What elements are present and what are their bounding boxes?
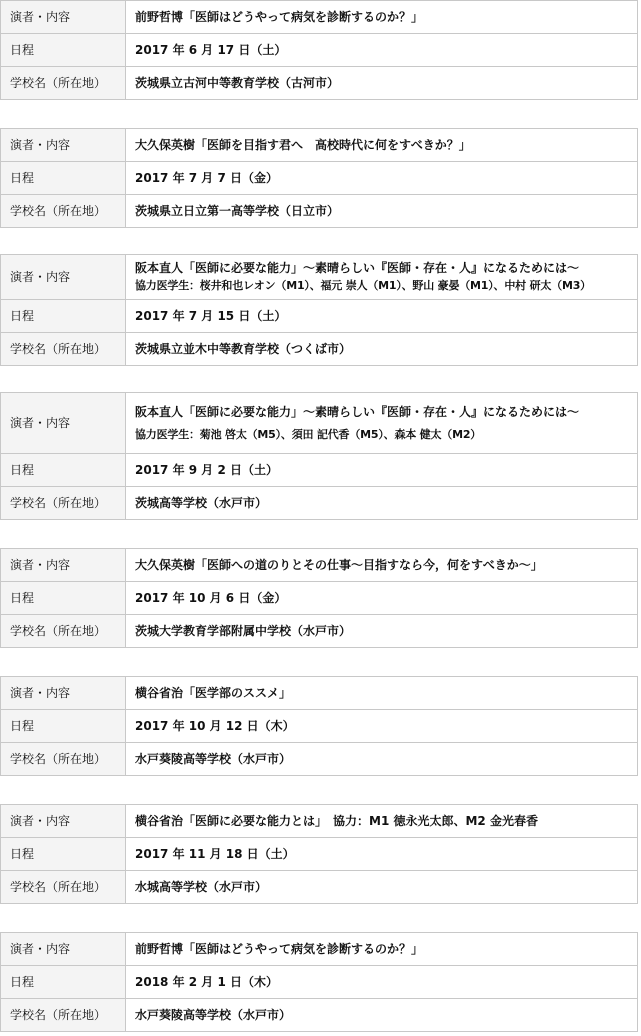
event-table xyxy=(0,548,638,648)
performer-value xyxy=(126,393,638,454)
date-row xyxy=(1,966,638,999)
school-label: 学校名（所在地） xyxy=(1,333,126,366)
date-value: 2017 年 10 月 6 日（金） xyxy=(126,582,638,615)
performer-row xyxy=(1,933,638,966)
date-label: 日程 xyxy=(1,966,126,999)
school-value: 茨城大学教育学部附属中学校（水戸市） xyxy=(126,615,638,648)
date-label: 日程 xyxy=(1,162,126,195)
date-row xyxy=(1,838,638,871)
date-label: 日程 xyxy=(1,300,126,333)
performer-text: 大久保英樹「医師を目指す君へ 高校時代に何をすべきか？」 xyxy=(135,138,471,152)
performer-helpers: 協力医学生：桜井和也レオン（M1）、福元 崇人（M1）、野山 豪晏（M1）、中村 研太（M3） xyxy=(135,279,591,292)
school-label: 学校名（所在地） xyxy=(1,487,126,520)
school-value: 茨城県立古河中等教育学校（古河市） xyxy=(126,67,638,100)
performer-row xyxy=(1,1,638,34)
school-value: 水城高等学校（水戸市） xyxy=(126,871,638,904)
school-row xyxy=(1,333,638,366)
school-value: 水戸葵陵高等学校（水戸市） xyxy=(126,999,638,1032)
school-label: 学校名（所在地） xyxy=(1,615,126,648)
performer-label: 演者・内容 xyxy=(1,1,126,34)
event-table xyxy=(0,804,638,904)
school-row xyxy=(1,67,638,100)
date-row xyxy=(1,300,638,333)
performer-text: 横谷省治「医師に必要な能力とは」 協力：M1 徳永光太郎、M2 金光春香 xyxy=(135,814,538,828)
performer-text: 阪本直人「医師に必要な能力」～素晴らしい『医師・存在・人』になるためには～ xyxy=(135,404,580,419)
date-value: 2017 年 6 月 17 日（土） xyxy=(126,34,638,67)
date-value: 2017 年 9 月 2 日（土） xyxy=(126,454,638,487)
school-row xyxy=(1,487,638,520)
performer-value xyxy=(126,255,638,300)
event-table xyxy=(0,392,638,520)
performer-row xyxy=(1,677,638,710)
performer-helpers: 協力医学生：菊池 啓太（M5）、須田 記代香（M5）、森本 健太（M2） xyxy=(135,427,482,441)
performer-text: 前野哲博「医師はどうやって病気を診断するのか？」 xyxy=(135,942,424,956)
school-row xyxy=(1,195,638,228)
date-label: 日程 xyxy=(1,34,126,67)
performer-text: 阪本直人「医師に必要な能力」～素晴らしい『医師・存在・人』になるためには～ xyxy=(135,261,580,275)
performer-row xyxy=(1,805,638,838)
school-label: 学校名（所在地） xyxy=(1,999,126,1032)
school-value: 水戸葵陵高等学校（水戸市） xyxy=(126,743,638,776)
date-value: 2017 年 7 月 7 日（金） xyxy=(126,162,638,195)
date-row xyxy=(1,710,638,743)
performer-label: 演者・内容 xyxy=(1,129,126,162)
date-value: 2018 年 2 月 1 日（木） xyxy=(126,966,638,999)
date-value: 2017 年 11 月 18 日（土） xyxy=(126,838,638,871)
date-label: 日程 xyxy=(1,582,126,615)
performer-row xyxy=(1,549,638,582)
performer-value xyxy=(126,1,638,34)
performer-value xyxy=(126,677,638,710)
date-value: 2017 年 10 月 12 日（木） xyxy=(126,710,638,743)
event-table xyxy=(0,0,638,100)
performer-value xyxy=(126,805,638,838)
school-value: 茨城高等学校（水戸市） xyxy=(126,487,638,520)
school-row xyxy=(1,615,638,648)
performer-text: 前野哲博「医師はどうやって病気を診断するのか？」 xyxy=(135,10,424,24)
performer-row xyxy=(1,255,638,300)
performer-label: 演者・内容 xyxy=(1,393,126,454)
event-table xyxy=(0,932,638,1032)
performer-value xyxy=(126,933,638,966)
performer-label: 演者・内容 xyxy=(1,805,126,838)
performer-label: 演者・内容 xyxy=(1,255,126,300)
performer-text: 横谷省治「医学部のススメ」 xyxy=(135,686,292,700)
event-table xyxy=(0,254,638,366)
date-label: 日程 xyxy=(1,710,126,743)
school-label: 学校名（所在地） xyxy=(1,871,126,904)
performer-label: 演者・内容 xyxy=(1,549,126,582)
performer-label: 演者・内容 xyxy=(1,933,126,966)
school-label: 学校名（所在地） xyxy=(1,743,126,776)
performer-value xyxy=(126,129,638,162)
school-label: 学校名（所在地） xyxy=(1,195,126,228)
event-table xyxy=(0,128,638,228)
school-row xyxy=(1,999,638,1032)
event-table xyxy=(0,676,638,776)
performer-label: 演者・内容 xyxy=(1,677,126,710)
performer-row xyxy=(1,393,638,454)
date-row xyxy=(1,582,638,615)
date-value: 2017 年 7 月 15 日（土） xyxy=(126,300,638,333)
date-label: 日程 xyxy=(1,838,126,871)
school-row xyxy=(1,871,638,904)
performer-text: 大久保英樹「医師への道のりとその仕事～目指すなら今，何をすべきか～」 xyxy=(135,558,543,572)
performer-row xyxy=(1,129,638,162)
date-row xyxy=(1,34,638,67)
school-row xyxy=(1,743,638,776)
school-label: 学校名（所在地） xyxy=(1,67,126,100)
school-value: 茨城県立並木中等教育学校（つくば市） xyxy=(126,333,638,366)
date-row xyxy=(1,162,638,195)
performer-value xyxy=(126,549,638,582)
school-value: 茨城県立日立第一高等学校（日立市） xyxy=(126,195,638,228)
date-row xyxy=(1,454,638,487)
date-label: 日程 xyxy=(1,454,126,487)
